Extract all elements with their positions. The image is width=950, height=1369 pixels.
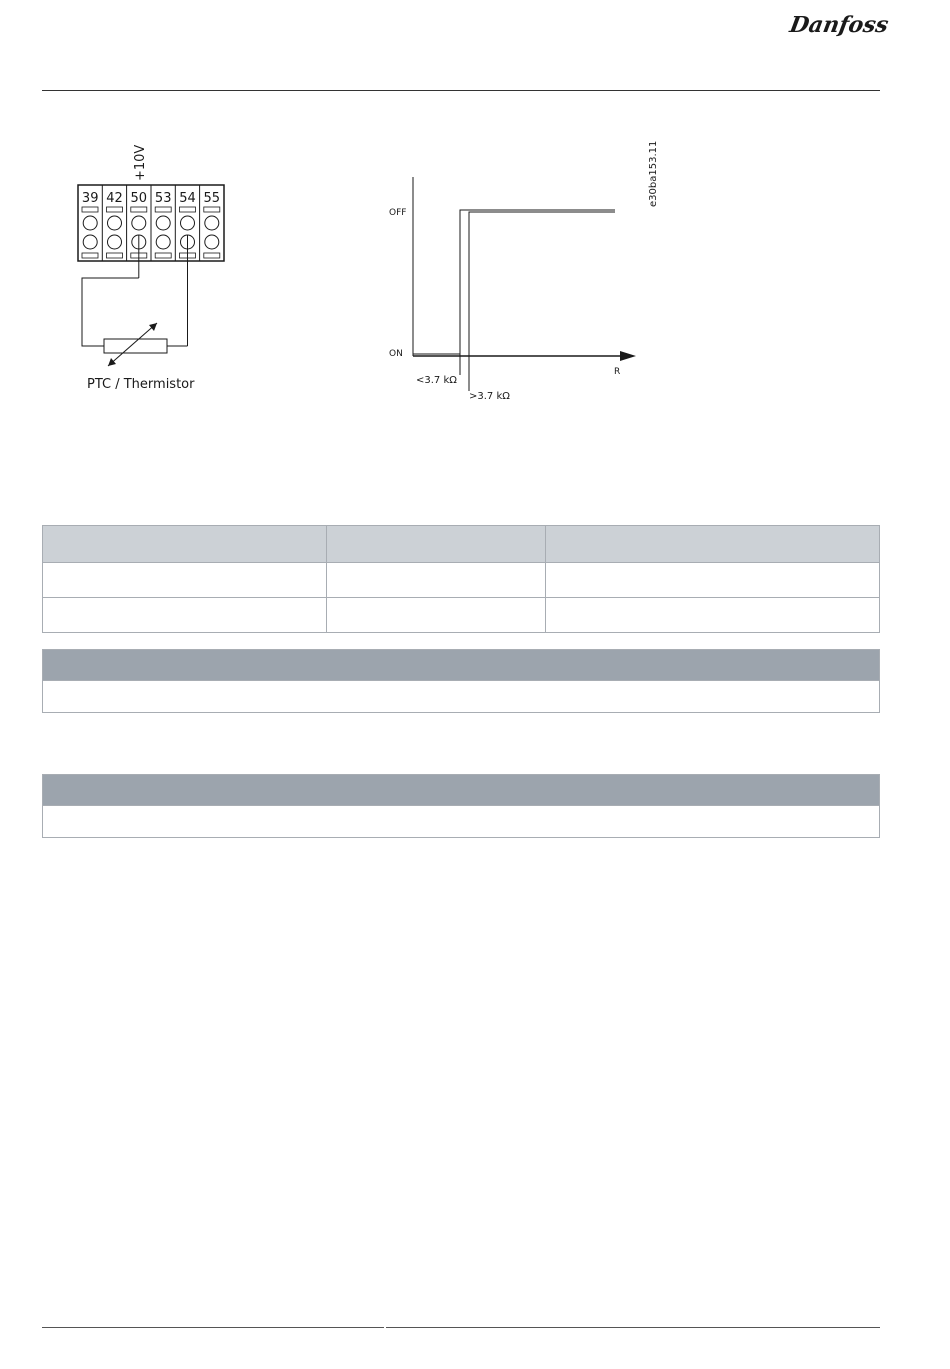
terminal-number: 39: [81, 191, 99, 206]
notice-body: [43, 806, 880, 838]
table-row: [43, 598, 880, 633]
table-header-row: [43, 526, 880, 563]
table-cell: [43, 563, 327, 598]
off-label: OFF: [389, 208, 407, 218]
thermistor-wiring-diagram: [60, 135, 260, 405]
supply-voltage-label: +10V: [133, 144, 148, 181]
terminal-number: 50: [130, 191, 148, 206]
danfoss-logo: [787, 2, 891, 44]
upper-threshold-label: >3.7 kΩ: [469, 391, 510, 402]
table-cell: [546, 598, 880, 633]
settings-table: [42, 525, 880, 633]
drawing-id: e30ba153.11: [648, 140, 659, 207]
table-header-cell: [43, 526, 327, 563]
terminal-number: 55: [203, 191, 221, 206]
resistance-axis-label: R: [614, 367, 621, 377]
footer-divider-left: [42, 1327, 384, 1328]
notice-box: [42, 774, 880, 838]
terminal-number: 54: [179, 191, 196, 206]
table-cell: [43, 598, 327, 633]
footer-divider-right: [386, 1327, 880, 1328]
notice-body: [43, 681, 880, 713]
terminal-number: 42: [106, 191, 123, 206]
terminal-block: [78, 185, 224, 261]
graph-axes: [413, 177, 636, 361]
table-cell: [546, 563, 880, 598]
table-header-cell: [546, 526, 880, 563]
brand-logo-text: Danfoss: [787, 12, 891, 38]
on-label: ON: [389, 349, 403, 359]
header-divider: [42, 90, 880, 91]
table-row: [43, 563, 880, 598]
table-cell: [327, 598, 546, 633]
thermistor-label: PTC / Thermistor: [87, 377, 195, 392]
notice-title: [43, 650, 880, 681]
terminal-number: 53: [154, 191, 172, 206]
notice-box: [42, 649, 880, 713]
lower-threshold-label: <3.7 kΩ: [416, 375, 457, 386]
table-header-cell: [327, 526, 546, 563]
thermistor-response-graph: [370, 135, 690, 410]
notice-title: [43, 775, 880, 806]
table-cell: [327, 563, 546, 598]
hysteresis-curve: [413, 210, 615, 391]
